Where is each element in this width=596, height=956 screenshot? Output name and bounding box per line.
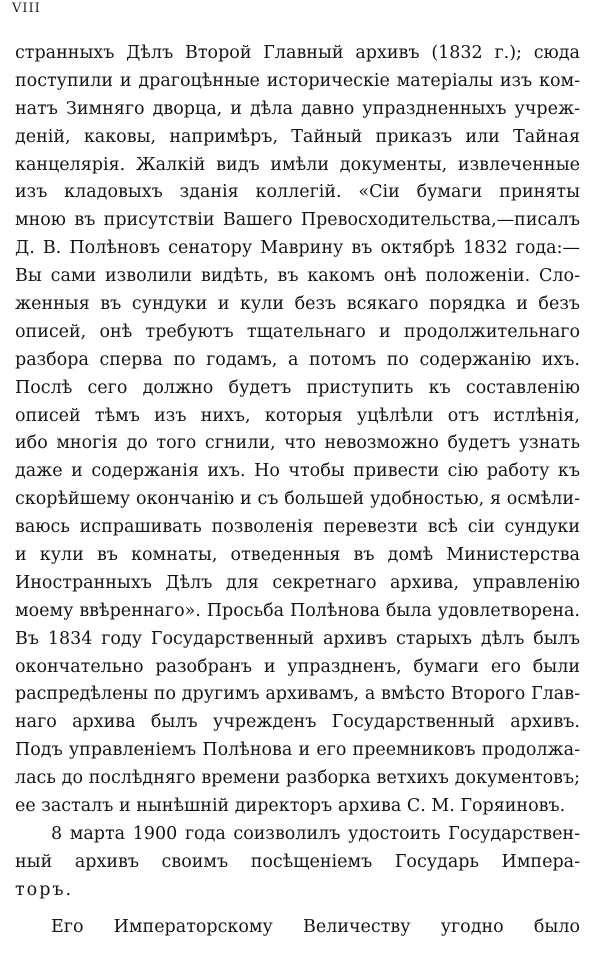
text-line: описей тѣмъ изъ нихъ, которыя уцѣлѣли отъ истлѣнія,	[15, 405, 580, 426]
text-line: торъ.	[15, 879, 74, 900]
text-line: ный архивъ своимъ посѣщеніемъ Государь Импера-	[15, 851, 580, 872]
text-line: деній, каковы, напримѣръ, Тайный приказъ или Тайная	[15, 126, 580, 147]
text-line: поступили и драгоцѣнные историческіе матеріалы изъ ком-	[15, 70, 580, 91]
text-line: Вы сами изволили видѣть, въ какомъ онѣ положеніи. Сло-	[15, 266, 580, 287]
text-line: даже и содержанія ихъ. Но чтобы привести сію работу къ	[15, 461, 580, 482]
text-line: скорѣйшему окончанію и съ большей удобностью, я осмѣли-	[15, 489, 580, 510]
text-line: странныхъ Дѣлъ Второй Главный архивъ (1832 г.); сюда	[15, 43, 580, 63]
text-line: моему ввѣреннаго». Просьба Полѣнова была удовлетворена.	[15, 600, 580, 621]
text-line: ибо многія до того сгнили, что невозможно будетъ узнать	[15, 433, 580, 454]
text-line: Его Императорскому Величеству угодно было	[51, 916, 580, 937]
text-line: мною въ присутствіи Вашего Превосходительства,—писалъ	[15, 210, 580, 231]
text-line: натъ Зимняго дворца, и дѣла давно упраздненныхъ учреж-	[15, 98, 580, 119]
text-line: женныя въ сундуки и кули безъ всякаго порядка и безъ	[15, 294, 580, 315]
paragraph-archive-history	[15, 40, 580, 821]
text-line: описей, онѣ требуютъ тщательнаго и продолжительнаго	[15, 321, 580, 342]
page-text	[15, 40, 580, 942]
text-line: канцелярія. Жалкій видъ имѣли документы, извлеченные	[15, 154, 580, 175]
text-line: 8 марта 1900 года соизволилъ удостоить Государствен-	[51, 823, 580, 844]
text-line: изъ кладовыхъ зданія коллегій. «Сіи бумаги приняты	[15, 182, 580, 203]
text-line: Д. В. Полѣновъ сенатору Маврину въ октябрѣ 1832 года:—	[15, 238, 580, 259]
paragraph-majesty	[15, 914, 580, 942]
text-line: ваюсь испрашивать позволенія перевезти всѣ сіи сундуки	[15, 517, 580, 538]
text-line: окончательно разобранъ и упраздненъ, бумаги его были	[15, 656, 580, 677]
text-line: ее засталъ и нынѣшній директоръ архива С. М. Горяиновъ.	[15, 796, 566, 817]
paragraph-imperial-visit	[15, 821, 580, 905]
paragraph-gap	[15, 905, 580, 914]
page-number: VIII	[12, 1, 41, 16]
text-line: и кули въ комнаты, отведенныя въ домѣ Министерства	[15, 545, 580, 566]
text-line: Подъ управленіемъ Полѣнова и его преемниковъ продолжа-	[15, 740, 580, 761]
text-line: наго архива былъ учрежденъ Государственный архивъ.	[15, 712, 580, 733]
text-line: лась до послѣдняго времени разборка ветхихъ документовъ;	[15, 768, 580, 789]
text-line: распредѣлены по другимъ архивамъ, а вмѣсто Второго Глав-	[15, 684, 580, 705]
text-line: Иностранныхъ Дѣлъ для секретнаго архива, управленію	[15, 572, 580, 593]
text-line: разбора сперва по годамъ, а потомъ по содержанію ихъ.	[15, 349, 580, 370]
text-line: Послѣ сего должно будетъ приступить къ составленію	[15, 377, 580, 398]
text-line: Въ 1834 году Государственный архивъ старыхъ дѣлъ былъ	[15, 628, 580, 649]
